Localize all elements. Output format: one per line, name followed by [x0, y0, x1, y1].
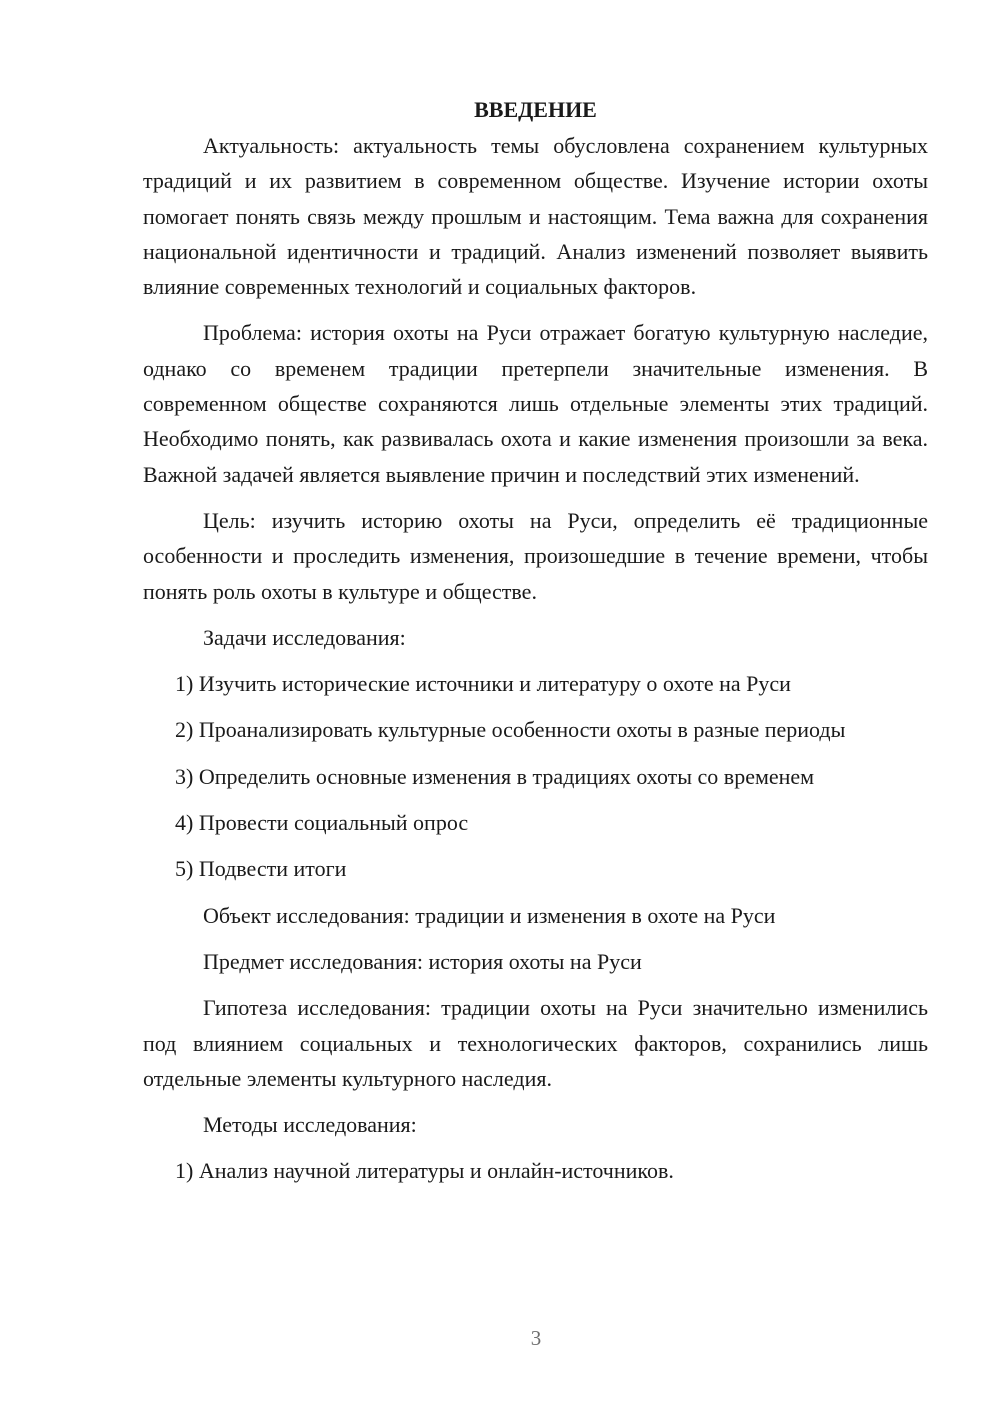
hypothesis-paragraph: Гипотеза исследования: традиции охоты на Руси значительно изменились под влиянием социальных и технологических факторов, сохранились лишь отдельные элементы культурного наследия.	[143, 995, 928, 1091]
task-item-2: 2) Проанализировать культурные особенности охоты в разные периоды	[175, 717, 846, 743]
section-title: ВВЕДЕНИЕ	[474, 97, 597, 122]
methods-heading: Методы исследования:	[203, 1112, 417, 1138]
object-paragraph: Объект исследования: традиции и изменения в охоте на Руси	[203, 902, 776, 928]
document-page	[143, 92, 928, 1189]
method-item-1: 1) Анализ научной литературы и онлайн-источников.	[175, 1158, 674, 1184]
task-item-5: 5) Подвести итоги	[175, 856, 347, 882]
task-item-1: 1) Изучить исторические источники и литературу о охоте на Руси	[175, 671, 791, 697]
tasks-heading: Задачи исследования:	[203, 624, 406, 650]
task-item-3: 3) Определить основные изменения в традициях охоты со временем	[175, 763, 815, 789]
page-number: 3	[530, 1326, 542, 1350]
task-item-4: 4) Провести социальный опрос	[175, 810, 469, 836]
problem-paragraph: Проблема: история охоты на Руси отражает богатую культурную наследие, однако со временем традиции претерпели значительные изменения. В современном обществе сохраняются лишь отдельные элементы этих традиций. Необходимо понять, как развивалась охота и какие изменения произошли за века. Важной задачей является выявление причин и последствий этих изменений.	[143, 320, 928, 487]
relevance-paragraph: Актуальность: актуальность темы обусловлена сохранением культурных традиций и их развитием в современном обществе. Изучение истории охоты помогает понять связь между прошлым и настоящим. Тема важна для сохранения национальной идентичности и традиций. Анализ изменений позволяет выявить влияние современных технологий и социальных факторов.	[143, 133, 928, 300]
goal-paragraph: Цель: изучить историю охоты на Руси, определить её традиционные особенности и проследить изменения, произошедшие в течение времени, чтобы понять роль охоты в культуре и обществе.	[143, 507, 928, 604]
subject-paragraph: Предмет исследования: история охоты на Руси	[203, 948, 642, 974]
